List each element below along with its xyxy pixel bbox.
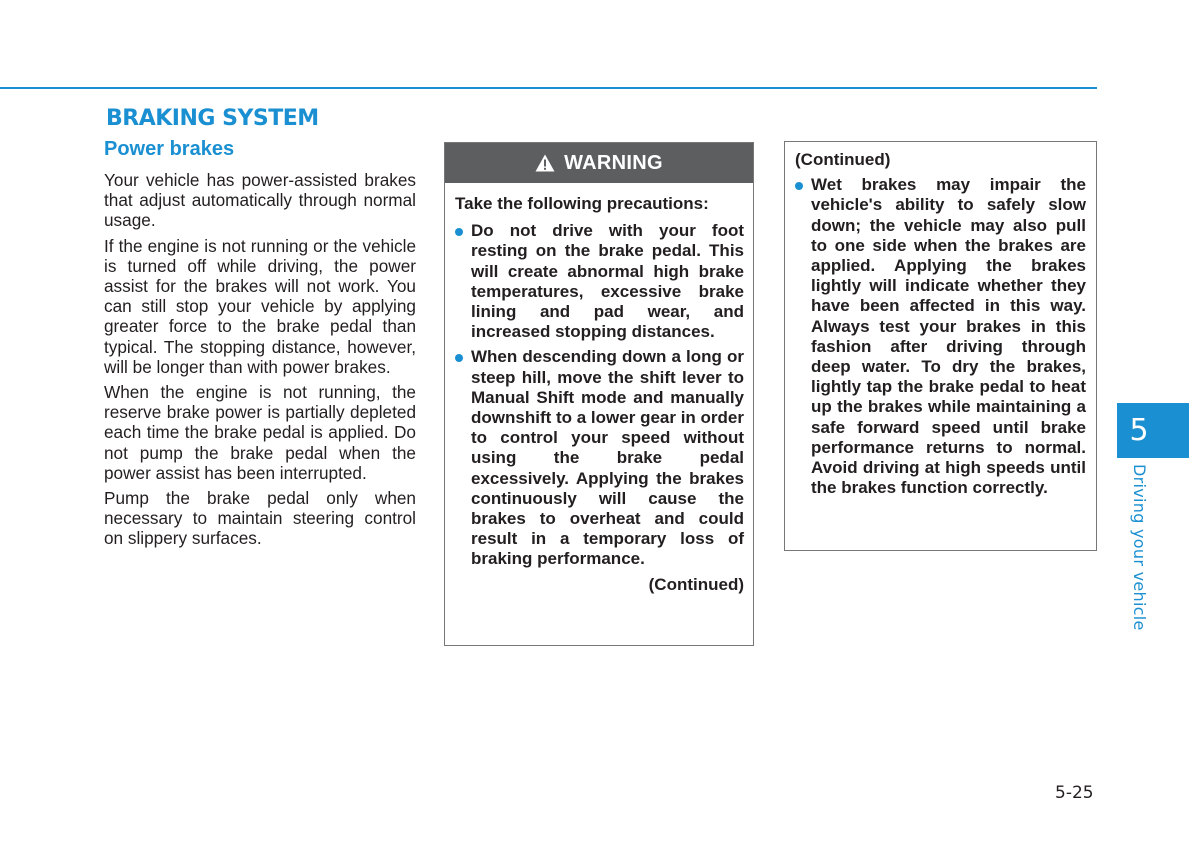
warning-lead: Take the following precautions: [455, 194, 709, 213]
continued-box [784, 141, 1097, 551]
warning-list [455, 221, 744, 569]
list-item [455, 221, 744, 342]
warning-body [445, 183, 753, 595]
warning-title: WARNING [564, 151, 663, 174]
list-item-text: Do not drive with your foot resting on the brake pedal. This will create abnormal high brake temperatures, excessive brake lining and pad wear, and increased stopping distances. [471, 221, 744, 342]
top-rule [0, 87, 1097, 89]
warning-box [444, 142, 754, 646]
list-item-text: When descending down a long or steep hill, move the shift lever to Manual Shift mode and manually downshift to a lower gear in order to control your speed without using the brake pedal excessively. Applying the brakes continuously will cause the brakes to overheat and could result in a temporary loss of braking performance. [471, 347, 744, 569]
bullet-icon [455, 354, 463, 362]
paragraph: Pump the brake pedal only when necessary to maintain steering control on slippery surfaces. [104, 488, 416, 549]
chapter-tab [1117, 403, 1189, 458]
paragraph: When the engine is not running, the reserve brake power is partially depleted each time the brake pedal is applied. Do not pump the brake pedal when the power assist has been interrupted. [104, 382, 416, 483]
power-brakes-title: Power brakes [104, 138, 235, 160]
continued-label: (Continued) [648, 574, 744, 594]
continued-heading: (Continued) [795, 150, 891, 169]
section-title: BRAKING SYSTEM [106, 106, 319, 131]
power-brakes-section [104, 138, 416, 554]
paragraph: Your vehicle has power-assisted brakes that adjust automatically through normal usage. [104, 170, 416, 231]
chapter-number: 5 [1129, 413, 1149, 448]
warning-header [445, 143, 753, 183]
paragraph: If the engine is not running or the vehicle is turned off while driving, the power assist for the brakes will not work. You can still stop your vehicle by applying greater force to the brake pedal than typical. The stopping distance, however, will be longer than with power brakes. [104, 235, 416, 377]
bullet-icon [455, 228, 463, 236]
list-item [455, 347, 744, 569]
list-item-text: Wet brakes may impair the vehicle's ability to safely slow down; the vehicle may also pull to one side when the brakes are applied. Applying the brakes lightly will indicate whether they have been affected in this way. Always test your brakes in this fashion after driving through deep water. To dry the brakes, lightly tap the brake pedal to heat up the brakes while maintaining a safe forward speed until brake performance returns to normal. Avoid driving at high speeds until the brakes function correctly. [811, 175, 1086, 498]
list-item [795, 175, 1086, 498]
chapter-label: Driving your vehicle [1130, 464, 1149, 631]
continued-list [795, 175, 1086, 498]
bullet-icon [795, 182, 803, 190]
page-number: 5-25 [1055, 783, 1094, 803]
warning-triangle-icon [535, 154, 555, 172]
